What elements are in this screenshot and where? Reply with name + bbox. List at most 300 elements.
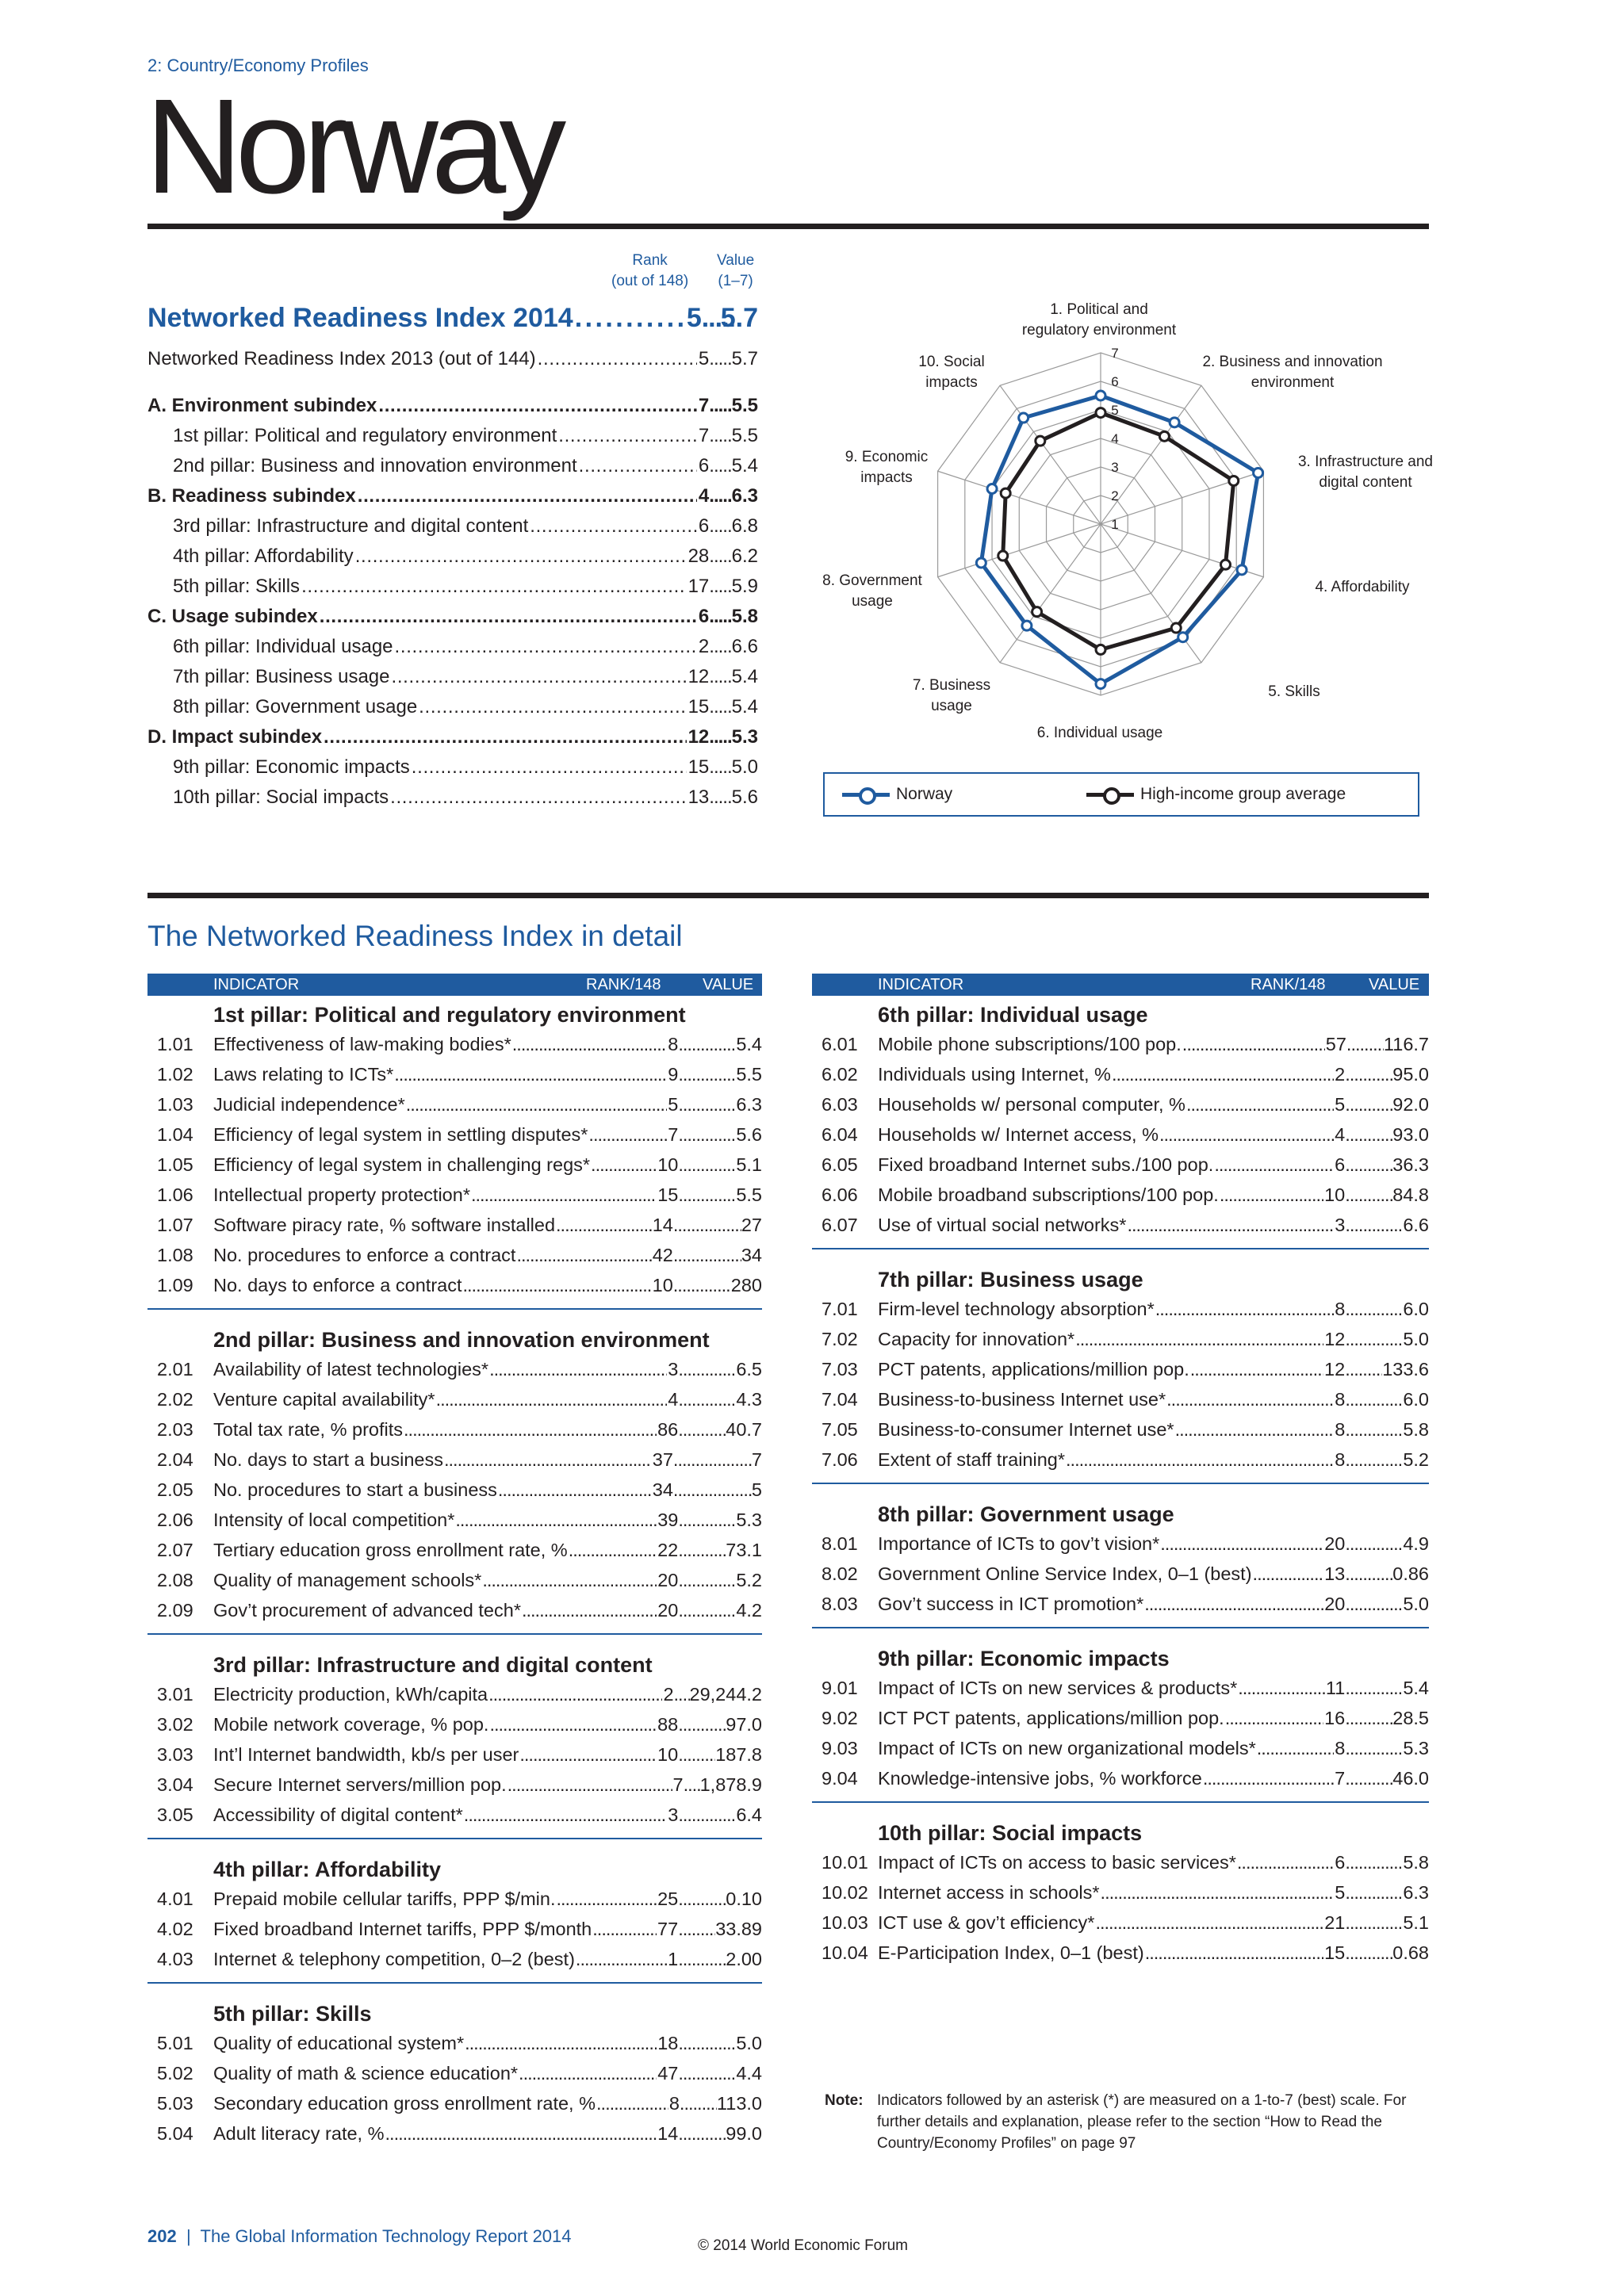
indicator-code: 10.01 xyxy=(822,1852,868,1873)
pillar-title: 3rd pillar: Infrastructure and digital content xyxy=(213,1653,653,1677)
dot-leader xyxy=(320,606,697,628)
dot-leader xyxy=(1186,1089,1334,1119)
summary-label: 3rd pillar: Infrastructure and digital content xyxy=(173,515,529,537)
axis-label xyxy=(1037,725,1162,741)
table-row xyxy=(147,1180,762,1210)
tick-label: 1 xyxy=(1111,517,1119,532)
middle-rule xyxy=(147,893,1429,898)
indicator-rank: 3 xyxy=(1335,1215,1346,1235)
indicator-code: 9.01 xyxy=(822,1678,858,1698)
table-row xyxy=(147,1739,762,1770)
header-indicator: INDICATOR xyxy=(878,976,964,993)
table-row xyxy=(812,1059,1429,1089)
indicator-rank: 15 xyxy=(1324,1942,1346,1963)
dot-leader xyxy=(1203,1763,1334,1793)
dot-leader xyxy=(579,455,697,477)
indicator-rank: 10 xyxy=(652,1275,673,1295)
indicator-value: 5.2 xyxy=(1403,1449,1429,1470)
dot-separator xyxy=(1345,1847,1403,1877)
indicator-name: No. days to start a business xyxy=(213,1449,443,1470)
summary-rank: 12 xyxy=(688,726,710,748)
rank-header: Rank (out of 148) xyxy=(611,252,689,289)
table-row xyxy=(812,1089,1429,1119)
pillar-title: 9th pillar: Economic impacts xyxy=(878,1647,1170,1670)
summary-value: 5.4 xyxy=(731,455,758,476)
table-row xyxy=(147,1770,762,1800)
dot-leader xyxy=(1190,1354,1323,1384)
indicator-value: 73.1 xyxy=(726,1540,762,1560)
series-point xyxy=(1159,431,1169,441)
summary-row xyxy=(147,348,758,370)
dot-separator xyxy=(709,348,731,370)
detail-title: The Networked Readiness Index in detail xyxy=(147,920,683,952)
indicator-code: 2.03 xyxy=(157,1419,193,1440)
indicator-code: 2.01 xyxy=(157,1359,193,1380)
indicator-value: 6.5 xyxy=(736,1359,762,1380)
dot-separator xyxy=(1345,1445,1403,1475)
tick-label: 6 xyxy=(1111,374,1119,389)
dot-separator xyxy=(674,1679,690,1709)
indicator-rank: 7 xyxy=(1335,1768,1346,1789)
dot-leader xyxy=(569,1535,657,1565)
indicator-rank: 4 xyxy=(668,1389,679,1410)
indicator-code: 10.02 xyxy=(822,1882,868,1903)
summary-row xyxy=(147,303,758,334)
table-row xyxy=(147,1595,762,1625)
table-row xyxy=(147,1029,762,1059)
dot-separator xyxy=(709,545,731,568)
indicator-code: 2.06 xyxy=(157,1510,193,1530)
summary-row xyxy=(147,545,758,568)
dot-separator xyxy=(1345,1294,1403,1324)
tick-label: 2 xyxy=(1111,488,1119,503)
indicator-rank: 18 xyxy=(657,2033,679,2053)
indicator-rank: 16 xyxy=(1324,1708,1346,1728)
table-body xyxy=(812,996,1429,1976)
summary-rank: 15 xyxy=(688,696,710,718)
indicator-code: 5.01 xyxy=(157,2033,193,2053)
indicator-name: Prepaid mobile cellular tariffs, PPP $/min. xyxy=(213,1888,556,1909)
dot-leader xyxy=(596,2088,668,2118)
pillar-title: 6th pillar: Individual usage xyxy=(878,1003,1148,1027)
indicator-code: 7.04 xyxy=(822,1389,858,1410)
table-row xyxy=(147,1089,762,1119)
dot-separator xyxy=(709,786,731,809)
indicator-name: Effectiveness of law-making bodies* xyxy=(213,1034,511,1054)
pillar-block xyxy=(147,1995,762,2156)
indicator-code: 2.04 xyxy=(157,1449,193,1470)
indicator-value: 5 xyxy=(751,1479,762,1500)
indicator-value: 113.0 xyxy=(716,2093,762,2114)
axis-label xyxy=(1202,354,1382,391)
indicator-rank: 22 xyxy=(657,1540,679,1560)
indicator-name: Total tax rate, % profits xyxy=(213,1419,404,1440)
series-point xyxy=(1096,391,1105,400)
summary-row xyxy=(147,606,758,628)
summary-value: 5.4 xyxy=(731,666,758,687)
dot-separator xyxy=(1345,1059,1392,1089)
indicator-name: Quality of management schools* xyxy=(213,1570,482,1590)
indicator-name: Knowledge-intensive jobs, % workforce xyxy=(878,1768,1202,1789)
indicator-value: 5.5 xyxy=(736,1184,762,1205)
indicator-code: 1.06 xyxy=(157,1184,193,1205)
indicator-code: 7.06 xyxy=(822,1449,858,1470)
indicator-code: 2.09 xyxy=(157,1600,193,1621)
indicator-rank: 77 xyxy=(657,1919,679,1939)
copyright: © 2014 World Economic Forum xyxy=(698,2237,908,2254)
dot-separator xyxy=(678,1119,736,1150)
indicator-code: 6.04 xyxy=(822,1124,858,1145)
indicator-rank: 20 xyxy=(657,1600,679,1621)
dot-leader xyxy=(358,485,697,507)
header-rank: RANK/148 xyxy=(1251,976,1326,993)
indicator-name: ICT PCT patents, applications/million pop. xyxy=(878,1708,1224,1728)
dot-separator xyxy=(678,1914,715,1944)
dot-separator xyxy=(678,1150,736,1180)
indicator-code: 7.02 xyxy=(822,1329,858,1349)
indicator-name: Mobile phone subscriptions/100 pop. xyxy=(878,1034,1182,1054)
indicator-code: 1.09 xyxy=(157,1275,193,1295)
series-point xyxy=(976,558,986,568)
summary-rank: 28 xyxy=(688,545,710,567)
table-row xyxy=(147,1914,762,1944)
indicator-name: Availability of latest technologies* xyxy=(213,1359,489,1380)
dot-leader xyxy=(1182,1029,1325,1059)
table-row xyxy=(147,1535,762,1565)
summary-label: 10th pillar: Social impacts xyxy=(173,786,389,808)
indicator-name: Gov’t success in ICT promotion* xyxy=(878,1594,1144,1614)
indicator-name: Households w/ Internet access, % xyxy=(878,1124,1159,1145)
pillar-title: 4th pillar: Affordability xyxy=(213,1858,442,1881)
summary-rank: 5 xyxy=(698,348,710,369)
legend-label: High-income group average xyxy=(1140,785,1346,803)
dot-separator xyxy=(678,2058,736,2088)
series-point xyxy=(1220,560,1230,569)
table-row xyxy=(812,1908,1429,1938)
dot-leader xyxy=(1112,1059,1334,1089)
dot-separator xyxy=(678,1059,736,1089)
legend-marker-norway xyxy=(842,785,890,804)
dot-leader xyxy=(378,395,697,417)
series-point xyxy=(1237,565,1247,575)
indicator-value: 5.2 xyxy=(736,1570,762,1590)
summary-row xyxy=(147,726,758,748)
indicator-name: Capacity for innovation* xyxy=(878,1329,1075,1349)
axis-label xyxy=(1315,579,1410,595)
indicator-rank: 8 xyxy=(1335,1299,1346,1319)
series-point xyxy=(1001,488,1010,498)
table-row xyxy=(147,1800,762,1830)
table-row xyxy=(812,1119,1429,1150)
indicator-value: 97.0 xyxy=(726,1714,762,1735)
dot-leader xyxy=(1166,1384,1334,1414)
indicator-name: Secure Internet servers/million pop. xyxy=(213,1774,507,1795)
summary-rank: 7 xyxy=(698,425,710,446)
dot-separator xyxy=(1345,1938,1392,1968)
dot-separator xyxy=(1345,1384,1403,1414)
indicator-value: 116.7 xyxy=(1383,1034,1429,1054)
dot-leader xyxy=(1155,1294,1335,1324)
dot-separator xyxy=(680,2088,717,2118)
indicator-name: Importance of ICTs to gov’t vision* xyxy=(878,1533,1160,1554)
summary-label: 1st pillar: Political and regulatory environment xyxy=(173,425,557,446)
indicator-code: 7.01 xyxy=(822,1299,858,1319)
dot-leader xyxy=(519,2058,657,2088)
indicator-value: 5.0 xyxy=(1403,1594,1429,1614)
indicator-value: 4.4 xyxy=(736,2063,762,2084)
dot-separator xyxy=(709,485,731,507)
page-title: Norway xyxy=(145,71,560,222)
dot-leader xyxy=(538,348,697,370)
indicator-code: 8.01 xyxy=(822,1533,858,1554)
summary-label: D. Impact subindex xyxy=(147,726,323,748)
dot-separator xyxy=(1345,1908,1403,1938)
axis-label xyxy=(918,354,984,391)
table-row xyxy=(147,2088,762,2118)
table-row xyxy=(147,2118,762,2149)
summary-value: 5.8 xyxy=(731,606,758,627)
series-point xyxy=(1032,607,1042,617)
indicator-code: 6.03 xyxy=(822,1094,858,1115)
indicator-rank: 57 xyxy=(1325,1034,1346,1054)
summary-label: 4th pillar: Affordability xyxy=(173,545,354,567)
table-row xyxy=(812,1029,1429,1059)
indicator-name: Intensity of local competition* xyxy=(213,1510,455,1530)
dot-leader xyxy=(588,1119,667,1150)
indicator-code: 5.02 xyxy=(157,2063,193,2084)
table-row xyxy=(147,1210,762,1240)
dot-leader xyxy=(1214,1150,1334,1180)
dot-separator xyxy=(678,1089,736,1119)
indicator-code: 6.02 xyxy=(822,1064,858,1085)
indicator-rank: 42 xyxy=(652,1245,673,1265)
indicator-rank: 20 xyxy=(657,1570,679,1590)
dot-separator xyxy=(1345,1324,1403,1354)
indicator-value: 36.3 xyxy=(1392,1154,1429,1175)
indicator-name: No. procedures to start a business xyxy=(213,1479,497,1500)
indicator-code: 6.07 xyxy=(822,1215,858,1235)
table-row xyxy=(147,1119,762,1150)
dot-separator xyxy=(678,1180,736,1210)
indicator-value: 5.3 xyxy=(1403,1738,1429,1758)
dot-leader xyxy=(392,666,687,688)
dot-leader xyxy=(516,1240,651,1270)
indicator-code: 4.02 xyxy=(157,1919,193,1939)
dot-leader xyxy=(1253,1559,1324,1589)
dot-leader xyxy=(471,1180,657,1210)
dot-leader xyxy=(489,1709,657,1739)
axis-label xyxy=(822,572,922,610)
dot-separator xyxy=(673,1475,752,1505)
dot-leader xyxy=(455,1505,657,1535)
indicator-value: 6.0 xyxy=(1403,1389,1429,1410)
summary-row xyxy=(147,425,758,447)
summary-rank: 17 xyxy=(688,576,710,597)
summary-value: 5.9 xyxy=(731,576,758,597)
indicator-value: 92.0 xyxy=(1392,1094,1429,1115)
dot-separator xyxy=(1345,1559,1392,1589)
pillar-block xyxy=(812,1640,1429,1803)
summary-value: 5.4 xyxy=(731,696,758,718)
indicator-rank: 20 xyxy=(1324,1533,1346,1554)
dot-separator xyxy=(673,1270,731,1300)
table-row xyxy=(147,1240,762,1270)
dot-leader xyxy=(465,2028,657,2058)
dot-leader xyxy=(522,1595,657,1625)
series-point xyxy=(1022,621,1032,630)
dot-leader xyxy=(301,576,687,598)
dot-leader xyxy=(1066,1445,1334,1475)
pillar-title: 7th pillar: Business usage xyxy=(878,1268,1143,1292)
indicator-value: 0.86 xyxy=(1392,1563,1429,1584)
dot-leader xyxy=(576,1944,667,1974)
table-row xyxy=(147,1150,762,1180)
summary-row xyxy=(147,395,758,417)
indicator-rank: 12 xyxy=(1324,1329,1346,1349)
dot-separator xyxy=(678,1884,726,1914)
indicator-code: 5.03 xyxy=(157,2093,193,2114)
summary-label: A. Environment subindex xyxy=(147,395,377,416)
indicator-code: 7.03 xyxy=(822,1359,858,1380)
indicator-value: 5.4 xyxy=(1403,1678,1429,1698)
indicator-code: 7.05 xyxy=(822,1419,858,1440)
indicator-rank: 1 xyxy=(668,1949,679,1969)
table-row xyxy=(812,1763,1429,1793)
series-point xyxy=(1170,418,1179,427)
indicator-rank: 8 xyxy=(1335,1449,1346,1470)
pillar-block xyxy=(812,1261,1429,1484)
dot-separator xyxy=(673,1240,741,1270)
table-row xyxy=(147,1445,762,1475)
indicator-value: 5.5 xyxy=(736,1064,762,1085)
dot-leader xyxy=(1101,1877,1335,1908)
table-row xyxy=(147,1944,762,1974)
axis-label-line: 9. Economic xyxy=(845,449,929,465)
indicator-name: Intellectual property protection* xyxy=(213,1184,470,1205)
indicator-code: 8.02 xyxy=(822,1563,858,1584)
indicator-code: 1.01 xyxy=(157,1034,193,1054)
summary-label: C. Usage subindex xyxy=(147,606,318,627)
indicator-value: 5.3 xyxy=(736,1510,762,1530)
table-row xyxy=(812,1414,1429,1445)
indicator-name: PCT patents, applications/million pop. xyxy=(878,1359,1189,1380)
legend-label: Norway xyxy=(896,785,953,803)
summary-row xyxy=(147,576,758,598)
indicator-value: 5.0 xyxy=(736,2033,762,2053)
indicator-value: 5.8 xyxy=(1403,1419,1429,1440)
indicator-code: 1.04 xyxy=(157,1124,193,1145)
indicator-name: Fixed broadband Internet subs./100 pop. xyxy=(878,1154,1214,1175)
series-point xyxy=(1096,408,1105,418)
dot-separator xyxy=(678,1029,736,1059)
series-line xyxy=(981,396,1258,684)
indicator-code: 6.01 xyxy=(822,1034,858,1054)
dot-leader xyxy=(463,1270,652,1300)
dot-leader xyxy=(482,1565,657,1595)
note-text: Indicators followed by an asterisk (*) are measured on a 1-to-7 (best) scale. For further details and explanation, please refer to the section “How to Read the Country/Economy Profiles” on page 97 xyxy=(877,2092,1407,2152)
summary-rank: 13 xyxy=(688,786,710,808)
series-point xyxy=(1171,623,1181,633)
summary-value: 5.7 xyxy=(720,303,758,333)
indicator-rank: 47 xyxy=(657,2063,679,2084)
indicator-rank: 8 xyxy=(1335,1389,1346,1410)
table-row xyxy=(812,1324,1429,1354)
indicator-value: 6.3 xyxy=(736,1094,762,1115)
dot-leader xyxy=(464,1800,667,1830)
dot-separator xyxy=(1345,1150,1392,1180)
dot-leader xyxy=(556,1210,652,1240)
summary-value: 5.5 xyxy=(731,425,758,446)
dot-separator xyxy=(678,1944,726,1974)
indicator-value: 6.0 xyxy=(1403,1299,1429,1319)
pillar-title: 5th pillar: Skills xyxy=(213,2002,372,2026)
summary-label: 8th pillar: Government usage xyxy=(173,696,418,718)
summary-value: 5.5 xyxy=(731,395,758,416)
indicator-value: 4.9 xyxy=(1403,1533,1429,1554)
indicator-name: Internet access in schools* xyxy=(878,1882,1100,1903)
series-point xyxy=(1229,476,1239,485)
indicator-rank: 10 xyxy=(657,1154,679,1175)
dot-separator xyxy=(709,696,731,718)
summary-value: 5.0 xyxy=(731,756,758,778)
summary-row xyxy=(147,485,758,507)
table-row xyxy=(147,1384,762,1414)
indicator-name: Individuals using Internet, % xyxy=(878,1064,1111,1085)
indicator-value: 46.0 xyxy=(1392,1768,1429,1789)
indicator-name: Households w/ personal computer, % xyxy=(878,1094,1185,1115)
axis-label-line: 2. Business and innovation xyxy=(1202,354,1383,370)
indicator-code: 1.03 xyxy=(157,1094,193,1115)
dot-separator xyxy=(678,1800,736,1830)
indicator-code: 3.02 xyxy=(157,1714,193,1735)
indicator-rank: 11 xyxy=(1325,1678,1346,1698)
indicator-rank: 3 xyxy=(668,1359,679,1380)
series-point xyxy=(1096,679,1105,689)
table-row xyxy=(812,1210,1429,1240)
radar-chart xyxy=(817,293,1467,753)
header-rank: RANK/148 xyxy=(586,976,661,993)
dot-separator xyxy=(673,1445,752,1475)
dot-leader xyxy=(1145,1938,1323,1968)
summary-rank: 12 xyxy=(688,666,710,687)
summary-row xyxy=(147,666,758,688)
dot-leader xyxy=(419,696,686,718)
indicator-name: Efficiency of legal system in settling disputes* xyxy=(213,1124,588,1145)
indicator-name: Business-to-consumer Internet use* xyxy=(878,1419,1174,1440)
tick-label: 5 xyxy=(1111,403,1119,418)
indicator-rank: 88 xyxy=(657,1714,679,1735)
indicator-code: 1.07 xyxy=(157,1215,193,1235)
indicator-rank: 12 xyxy=(1324,1359,1346,1380)
dot-leader xyxy=(385,2118,657,2149)
indicator-value: 5.0 xyxy=(1403,1329,1429,1349)
header-value: VALUE xyxy=(703,976,754,993)
dot-leader xyxy=(508,1770,672,1800)
axis-label-line: 10. Social xyxy=(918,354,985,370)
indicator-code: 3.03 xyxy=(157,1744,193,1765)
indicator-value: 5.6 xyxy=(736,1124,762,1145)
indicator-value: 2.00 xyxy=(726,1949,762,1969)
dot-leader xyxy=(406,1089,668,1119)
legend-item-high-income xyxy=(1086,785,1346,804)
dot-separator xyxy=(1345,1210,1403,1240)
indicator-value: 33.89 xyxy=(715,1919,762,1939)
pillar-block xyxy=(812,1814,1429,1976)
indicator-value: 1,878.9 xyxy=(699,1774,762,1795)
dot-separator xyxy=(1345,1354,1382,1384)
dot-leader xyxy=(575,303,685,334)
table-row xyxy=(812,1354,1429,1384)
